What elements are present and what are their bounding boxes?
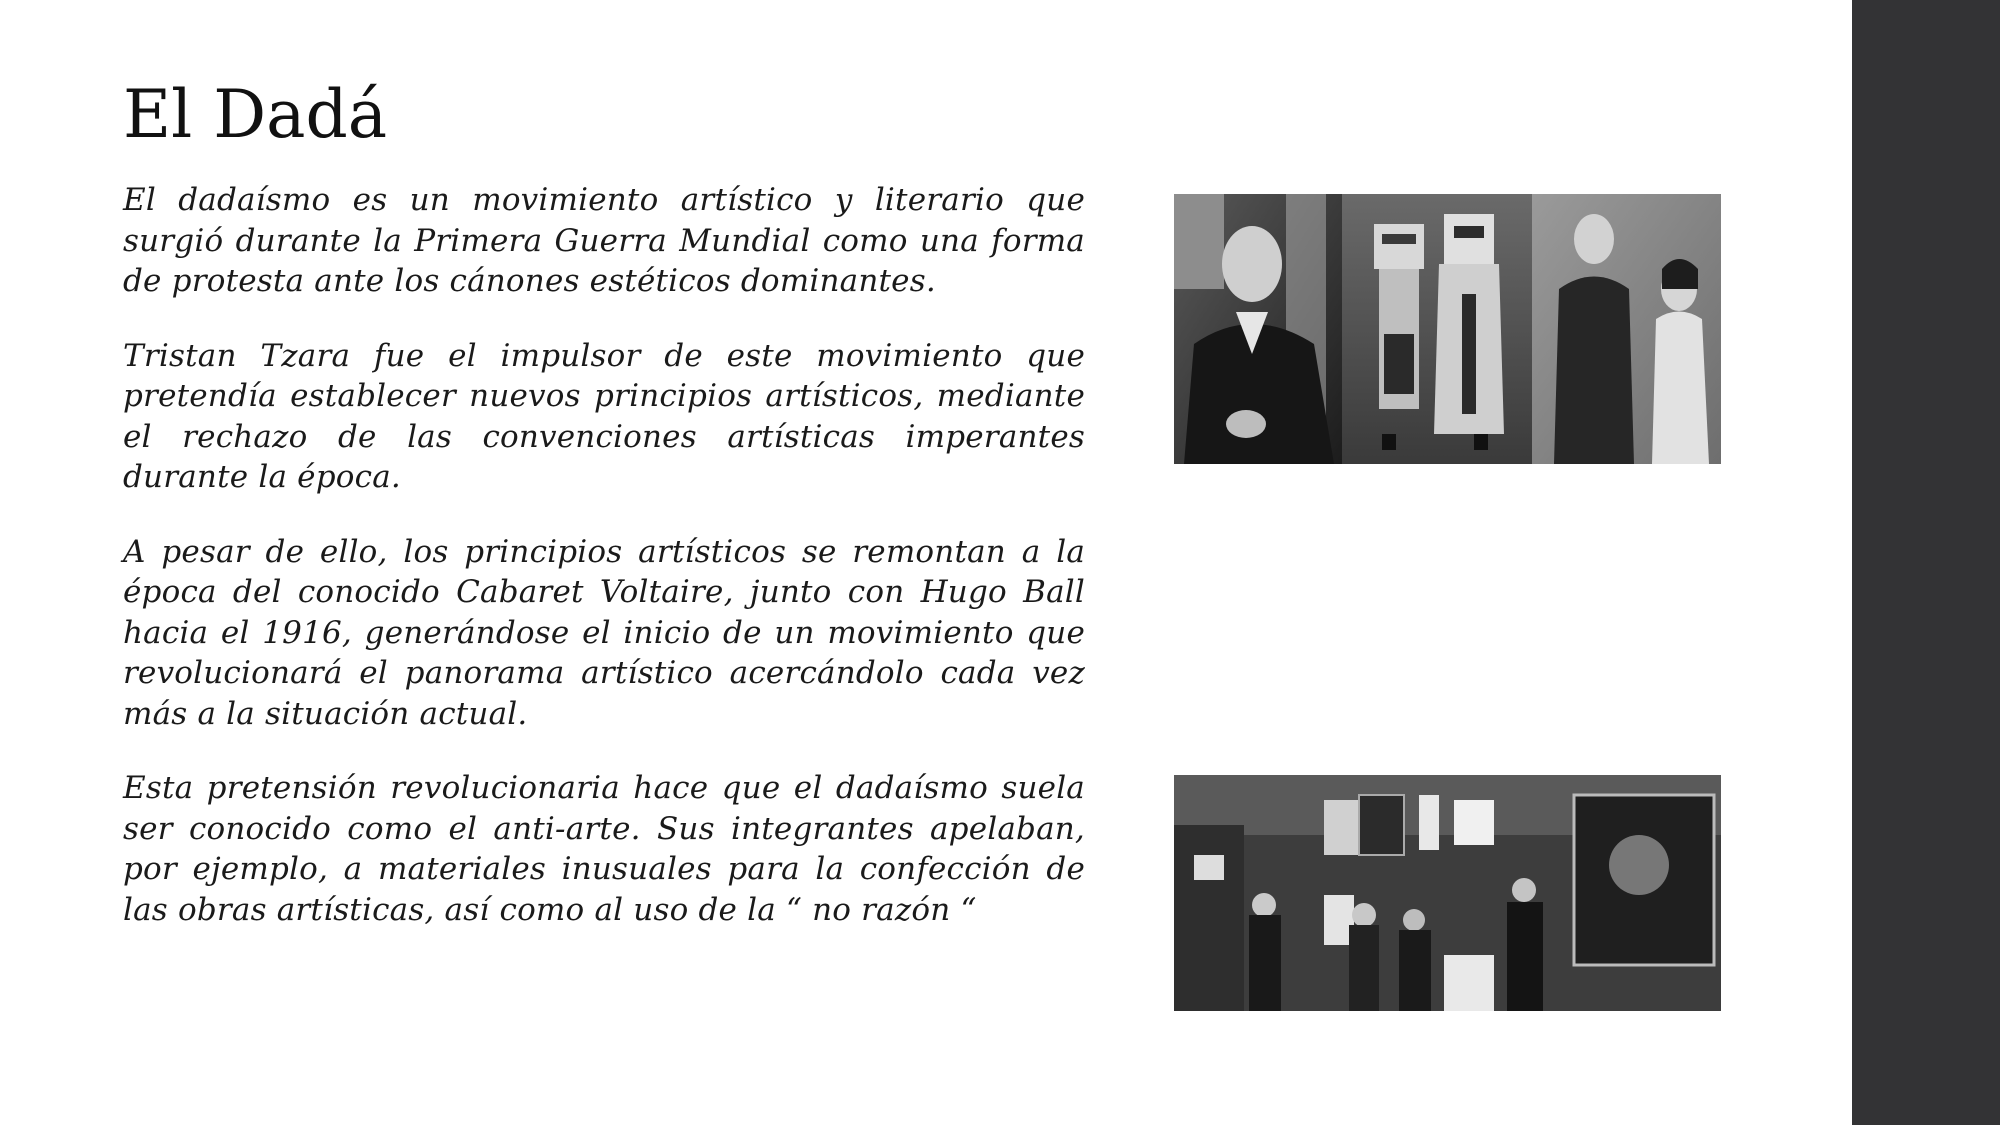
paragraph-2: Tristan Tzara fue el impulsor de este movimiento que pretendía establecer nuevos principios artísticos, mediante el rechazo de las convenciones artísticas imperantes durante la época. [123,337,1085,495]
paragraph-4: Esta pretensión revolucionaria hace que el dadaísmo suela ser conocido como el anti-arte. Sus integrantes apelaban, por ejemplo, a materiales inusuales para la confección de las obras artísticas, así como al uso de la “ no razón “ [123,770,1085,928]
photo-collage-portraits [1174,194,1721,464]
body-text [123,180,1085,964]
photo-collage-portraits-icon [1174,194,1721,464]
paragraph-3: A pesar de ello, los principios artísticos se remontan a la época del conocido Cabaret Voltaire, junto con Hugo Ball hacia el 1916, generándose el inicio de un movimiento que revolucionará el panorama artístico acercándolo cada vez más a la situación actual. [123,533,1085,732]
paragraph-1: El dadaísmo es un movimiento artístico y literario que surgió durante la Primera Guerra Mundial como una forma de protesta ante los cánones estéticos dominantes. [123,182,1085,299]
slide-title: El Dadá [123,76,388,153]
photo-dada-fair [1174,775,1721,1011]
photo-dada-fair-icon [1174,775,1721,1011]
sidebar-bar [1852,0,2000,1125]
